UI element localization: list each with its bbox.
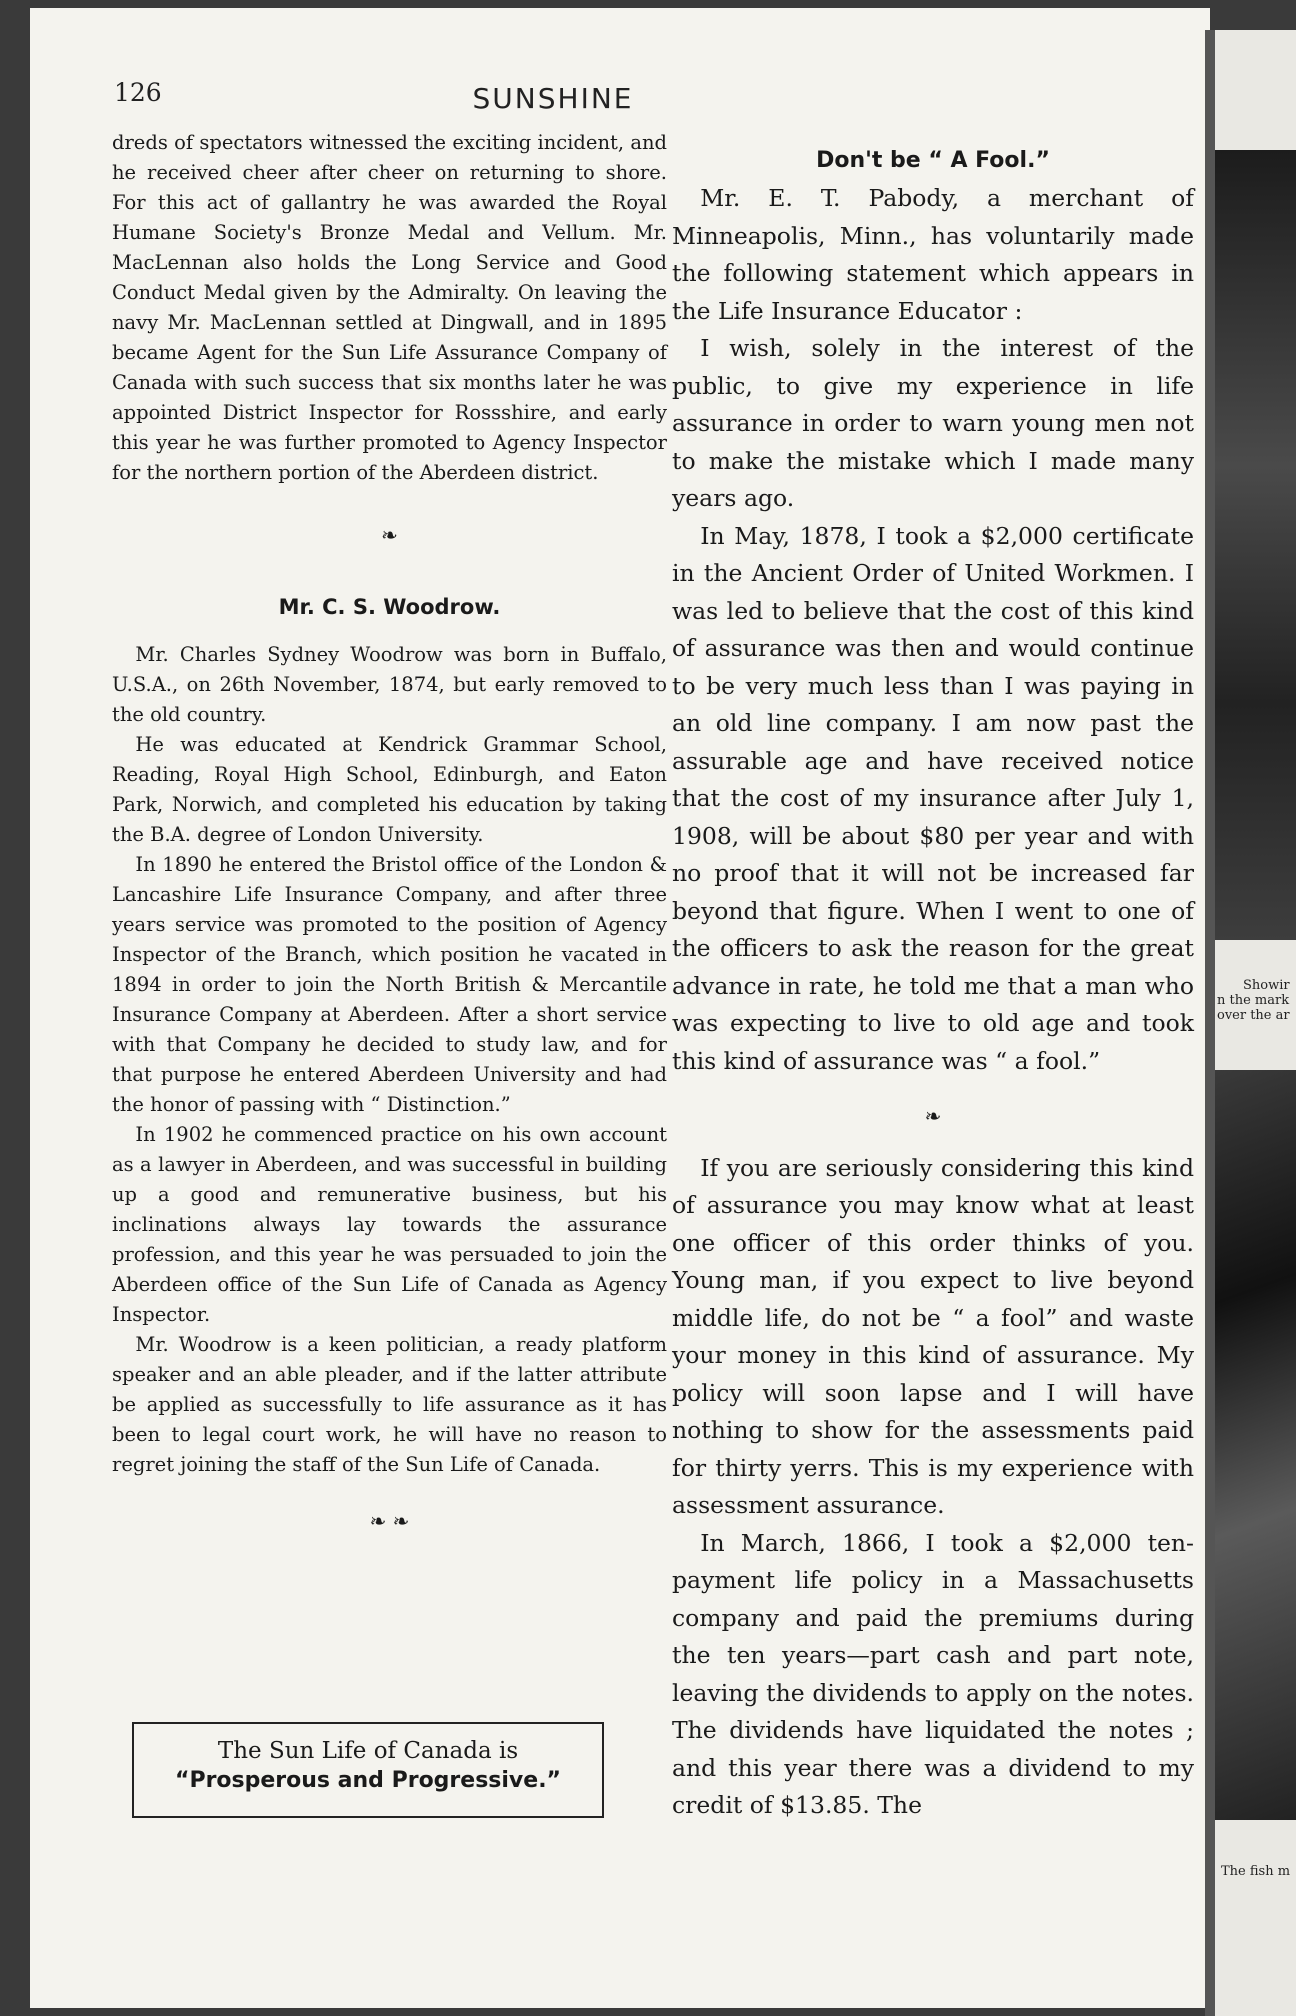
running-title-text: SUNSHINE (472, 82, 634, 115)
paragraph: He was educated at Kendrick Grammar School, Reading, Royal High School, Edinburgh, and Eaton Park, Norwich, and completed his education by taking the B.A. degree of London University. (112, 733, 667, 846)
facing-page-edge (1205, 30, 1296, 2016)
paragraph: If you are seriously considering this kind of assurance you may know what at least one officer of this order thinks of you. Young man, if you expect to live beyond middle life, do not be “ a fool” and waste your money in this kind of assurance. My policy will soon lapse and I will have nothing to show for the assessments paid for thirty yerrs. This is my experience with assessment assurance. (672, 1153, 1194, 1519)
paragraph: Mr. Woodrow is a keen politician, a ready platform speaker and an able pleader, and if the latter attribute be applied as successfully to life assurance as it has been to legal court work, he will have no reason to regret joining the staff of the Sun Life of Canada. (112, 1333, 667, 1476)
right-column (672, 180, 1194, 1825)
page-number: 126 (114, 78, 162, 107)
running-title (0, 82, 1296, 115)
paragraph: In 1890 he entered the Bristol office of the London & Lancashire Life Insurance Company, and after three years service was promoted to the position of Agency Inspector of the Branch, which position he vacated in 1894 in order to join the North British & Mercantile Insurance Company at Aberdeen. After a short service with that Company he decided to study law, and for that purpose he entered Aberdeen University and had the honor of passing with “ Distinction.” (112, 853, 667, 1116)
paragraph: I wish, solely in the interest of the public, to give my experience in life assurance in order to warn young men not to make the mistake which I made many years ago. (672, 334, 1194, 512)
ad-line-2: “Prosperous and Progressive.” (174, 1768, 562, 1793)
article-heading: Don't be “ A Fool.” (816, 148, 1050, 173)
ornament-icon: ❧ (381, 523, 398, 547)
facing-photo-top (1215, 150, 1296, 940)
left-column (112, 128, 667, 1536)
facing-caption-1: Showir n the mark over the ar (1217, 978, 1290, 1023)
advertisement-box (132, 1722, 604, 1818)
paragraph: In 1902 he commenced practice on his own account as a lawyer in Aberdeen, and was successful in building up a good and remunerative business, but his inclinations always lay towards the assurance profession, and this year he was persuaded to join the Aberdeen office of the Sun Life of Canada as Agency Inspector. (112, 1123, 667, 1326)
ornament-icon: ❧ ❧ (369, 1509, 410, 1533)
paragraph: In May, 1878, I took a $2,000 certificate in the Ancient Order of United Workmen. I was led to believe that the cost of this kind of assurance was then and would continue to be very much less than I was paying in an old line company. I am now past the assurable age and have received notice that the cost of my insurance after July 1, 1908, will be about $80 per year and with no proof that it will not be increased far beyond that figure. When I went to one of the officers to ask the reason for the great advance in rate, he told me that a man who was expecting to live to old age and took this kind of assurance was “ a fool.” (672, 521, 1194, 1075)
facing-caption-2: The fish m (1221, 1864, 1291, 1879)
facing-photo-bottom (1215, 1070, 1296, 1820)
ornament-icon: ❧ (924, 1104, 942, 1128)
paragraph: Mr. E. T. Pabody, a merchant of Minneapolis, Minn., has voluntarily made the following statement which appears in the Life Insurance Educator : (672, 184, 1194, 325)
paragraph: In March, 1866, I took a $2,000 ten-payment life policy in a Massachusetts company and paid the premiums during the ten years—part cash and part note, leaving the dividends to apply on the notes. The dividends have liquidated the notes ; and this year there was a dividend to my credit of $13.85. The (672, 1528, 1194, 1819)
paragraph: Mr. Charles Sydney Woodrow was born in Buffalo, U.S.A., on 26th November, 1874, but early removed to the old country. (112, 643, 667, 726)
paragraph: dreds of spectators witnessed the exciting incident, and he received cheer after cheer on returning to shore. For this act of gallantry he was awarded the Royal Humane Society's Bronze Medal and Vellum. Mr. MacLennan also holds the Long Service and Good Conduct Medal given by the Admiralty. On leaving the navy Mr. MacLennan settled at Dingwall, and in 1895 became Agent for the Sun Life Assurance Company of Canada with such success that six months later he was appointed District Inspector for Rossshire, and early this year he was further promoted to Agency Inspector for the northern portion of the Aberdeen district. (112, 131, 667, 484)
section-heading: Mr. C. S. Woodrow. (278, 595, 501, 619)
ad-line-1: The Sun Life of Canada is (217, 1738, 519, 1764)
